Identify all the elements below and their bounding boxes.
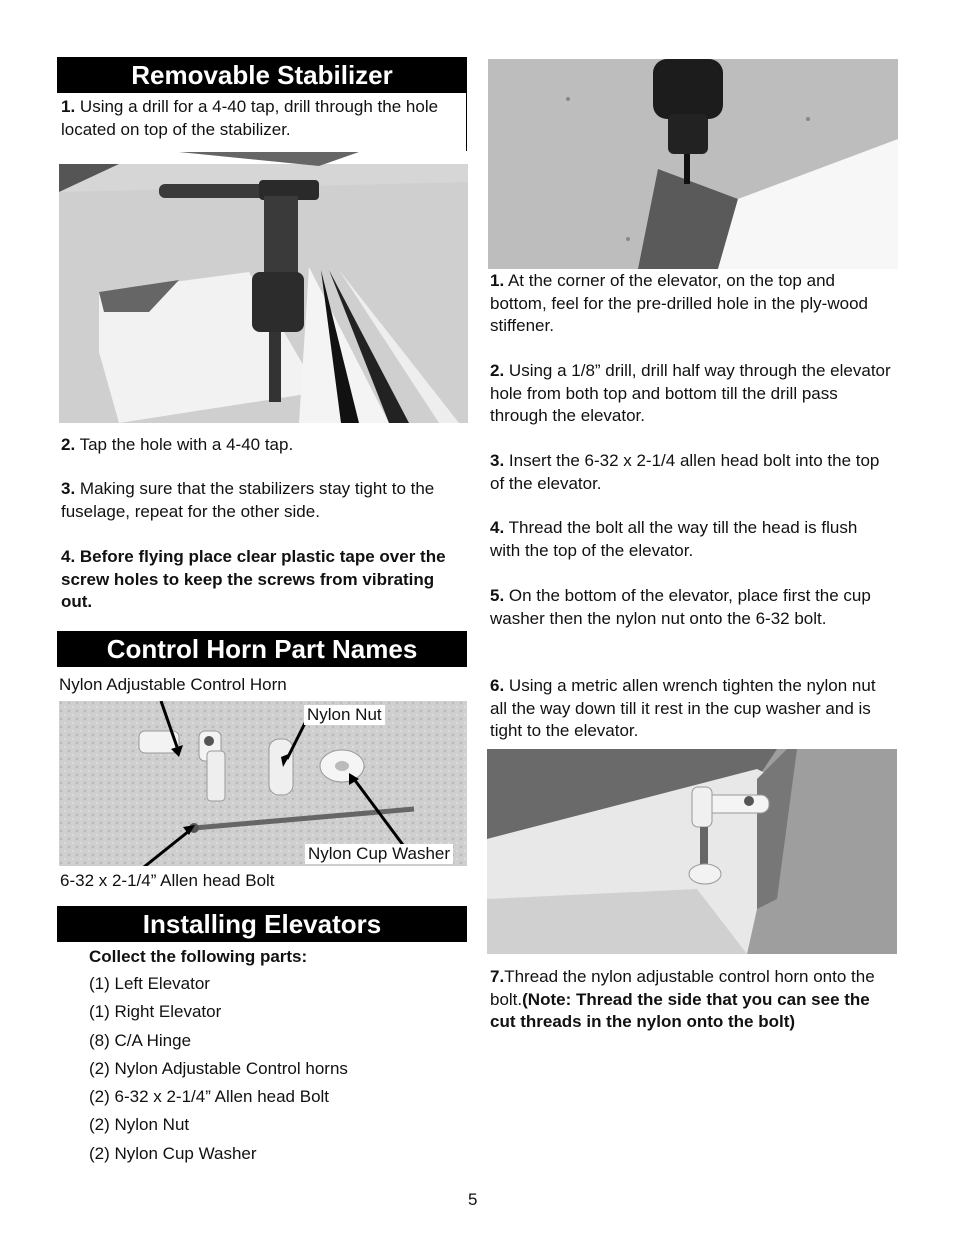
- label-nylon-cup-washer: Nylon Cup Washer: [305, 844, 453, 864]
- removable-stabilizer-heading: Removable Stabilizer: [57, 57, 467, 93]
- step-text: Making sure that the stabilizers stay tight to the fuselage, repeat for the other side.: [61, 479, 435, 521]
- list-item: (1) Left Elevator: [89, 974, 210, 993]
- step-text: Using a drill for a 4-40 tap, drill through the hole located on top of the stabilizer.: [61, 97, 439, 139]
- label-control-horn: Nylon Adjustable Control Horn: [56, 675, 290, 695]
- elevator-step-4: [490, 517, 890, 562]
- installing-elevators-heading: Installing Elevators: [57, 906, 467, 942]
- step-number: 1.: [490, 271, 505, 290]
- list-item: (1) Right Elevator: [89, 1002, 222, 1022]
- control-horn-parts-photo: [59, 701, 467, 866]
- list-item: (2) Nylon Nut: [89, 1115, 190, 1135]
- label-nylon-nut: Nylon Nut: [304, 705, 385, 725]
- stabilizer-step-3: [61, 478, 461, 523]
- step-number: 2.: [490, 361, 505, 380]
- step-text: Using a metric allen wrench tighten the nylon nut all the way down till it rest in the cup washer and is tight to the elevator.: [490, 676, 876, 740]
- tap-handle-photo: [59, 152, 468, 423]
- step-number: 1.: [61, 97, 76, 116]
- list-item: (2) 6-32 x 2-1/4” Allen head Bolt: [89, 1087, 330, 1107]
- step-text: At the corner of the elevator, on the top and bottom, feel for the pre-drilled hole in the ply-wood stiffener.: [490, 271, 868, 335]
- step-text: Insert the 6-32 x 2-1/4 allen head bolt into the top of the elevator.: [490, 451, 880, 493]
- parts-list: [89, 970, 348, 1168]
- step-number: 4.: [490, 518, 505, 537]
- label-allen-head-bolt: 6-32 x 2-1/4” Allen head Bolt: [57, 871, 278, 891]
- step-text: Tap the hole with a 4-40 tap.: [75, 435, 294, 454]
- step-number: 6.: [490, 676, 505, 695]
- page-number: 5: [468, 1190, 478, 1209]
- step-note: (Note: Thread the side that you can see the cut threads in the nylon onto the bolt): [490, 989, 870, 1031]
- stabilizer-step-4-warning: 4. Before flying place clear plastic tape over the screw holes to keep the screws from vibrating out.: [61, 547, 446, 611]
- step-number: 3.: [61, 479, 76, 498]
- stabilizer-step-2: [61, 434, 461, 457]
- elevator-step-1: [490, 270, 890, 338]
- elevator-step-5: [490, 585, 890, 630]
- collect-parts-heading: Collect the following parts:: [89, 947, 308, 966]
- step-text: Using a 1/8” drill, drill half way through the elevator hole from both top and bottom till the drill pass through the elevator.: [490, 361, 891, 425]
- step-box-border: [466, 93, 467, 151]
- step-number: 3.: [490, 451, 505, 470]
- elevator-bolt-photo: [487, 749, 897, 954]
- elevator-step-2: [490, 360, 894, 428]
- elevator-step-6: [490, 675, 896, 743]
- step-number: 5.: [490, 586, 505, 605]
- list-item: (2) Nylon Cup Washer: [89, 1143, 257, 1163]
- stabilizer-step-1: [61, 96, 461, 141]
- step-number: 7.: [490, 967, 505, 986]
- step-text: Thread the nylon adjustable control horn onto the bolt.: [490, 967, 875, 1009]
- elevator-step-7: [490, 966, 894, 1034]
- list-item: (2) Nylon Adjustable Control horns: [89, 1058, 348, 1078]
- drill-elevator-photo: [488, 59, 898, 269]
- list-item: (8) C/A Hinge: [89, 1030, 192, 1050]
- elevator-step-3: [490, 450, 896, 495]
- control-horn-heading: Control Horn Part Names: [57, 631, 467, 667]
- step-text: Thread the bolt all the way till the head is flush with the top of the elevator.: [490, 518, 858, 560]
- step-text: On the bottom of the elevator, place first the cup washer then the nylon nut onto the 6-32 bolt.: [490, 586, 871, 628]
- step-number: 2.: [61, 435, 76, 454]
